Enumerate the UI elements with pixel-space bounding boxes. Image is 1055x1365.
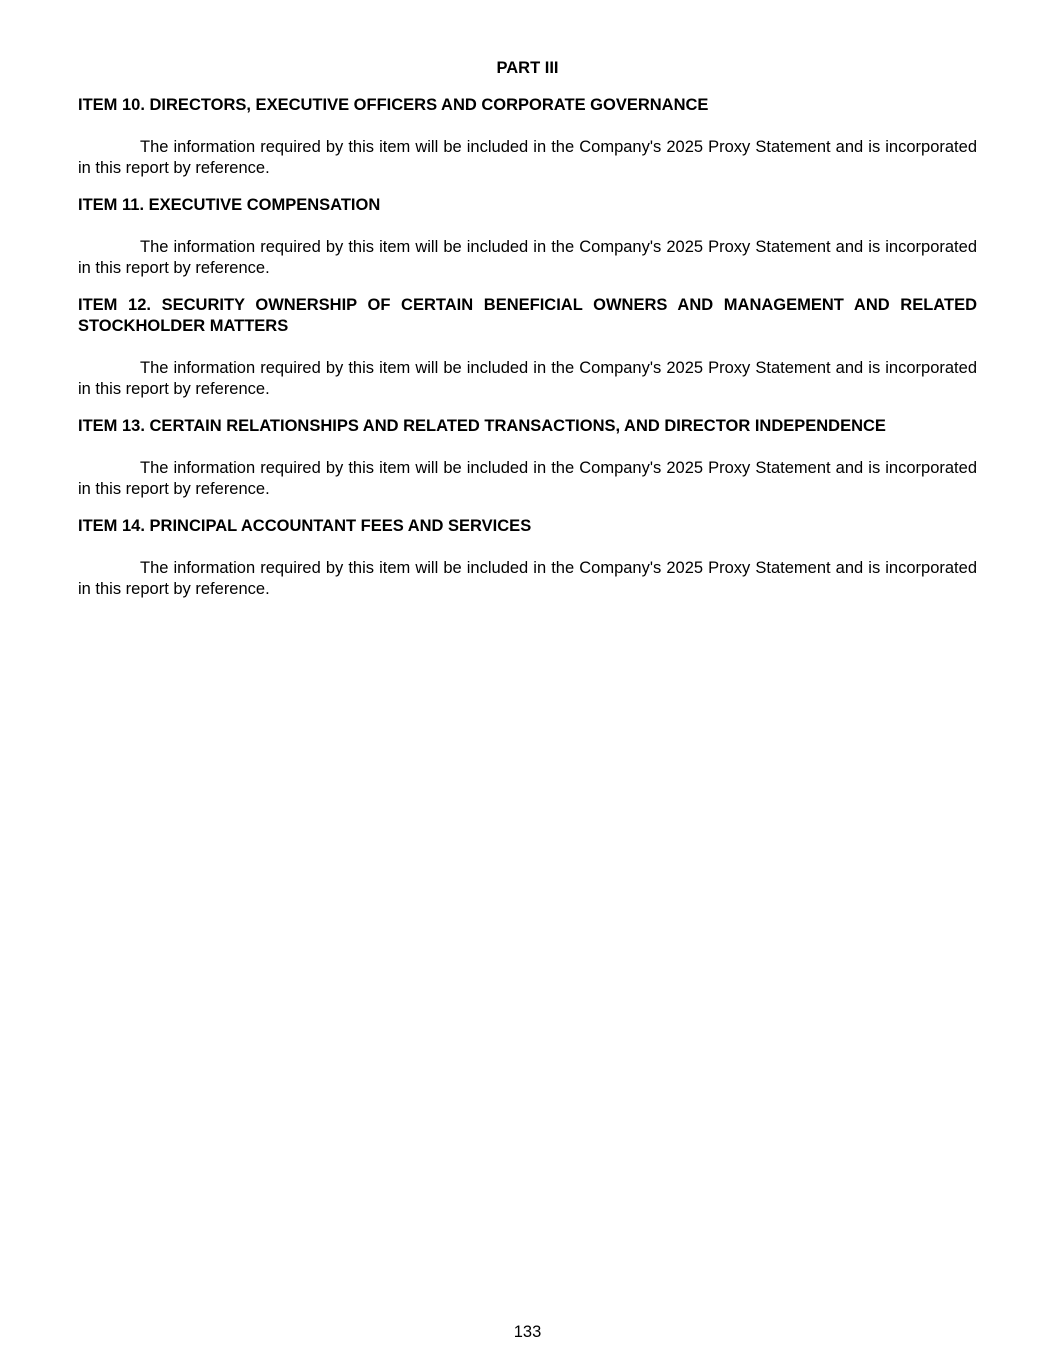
item-14-body: The information required by this item will be included in the Company's 2025 Proxy Statement and is incorporated in this report by reference. — [78, 559, 977, 598]
part-title: PART III — [496, 59, 559, 77]
item-10-heading: ITEM 10. DIRECTORS, EXECUTIVE OFFICERS AND CORPORATE GOVERNANCE — [78, 96, 709, 114]
document-page — [78, 58, 977, 616]
item-12-heading: ITEM 12. SECURITY OWNERSHIP OF CERTAIN BENEFICIAL OWNERS AND MANAGEMENT AND RELATED STOCKHOLDER MATTERS — [78, 296, 977, 335]
item-10-section — [78, 95, 977, 179]
item-11-body: The information required by this item will be included in the Company's 2025 Proxy Statement and is incorporated in this report by reference. — [78, 238, 977, 277]
item-10-body: The information required by this item will be included in the Company's 2025 Proxy Statement and is incorporated in this report by reference. — [78, 138, 977, 177]
page-number: 133 — [513, 1323, 542, 1341]
item-13-body: The information required by this item will be included in the Company's 2025 Proxy Statement and is incorporated in this report by reference. — [78, 459, 977, 498]
item-13-section — [78, 416, 977, 500]
item-11-section — [78, 195, 977, 279]
item-14-section — [78, 516, 977, 600]
item-14-heading: ITEM 14. PRINCIPAL ACCOUNTANT FEES AND SERVICES — [78, 517, 532, 535]
item-11-heading: ITEM 11. EXECUTIVE COMPENSATION — [78, 196, 381, 214]
item-12-body: The information required by this item will be included in the Company's 2025 Proxy Statement and is incorporated in this report by reference. — [78, 359, 977, 398]
item-12-section — [78, 295, 977, 400]
item-13-heading: ITEM 13. CERTAIN RELATIONSHIPS AND RELATED TRANSACTIONS, AND DIRECTOR INDEPENDENCE — [78, 417, 886, 435]
